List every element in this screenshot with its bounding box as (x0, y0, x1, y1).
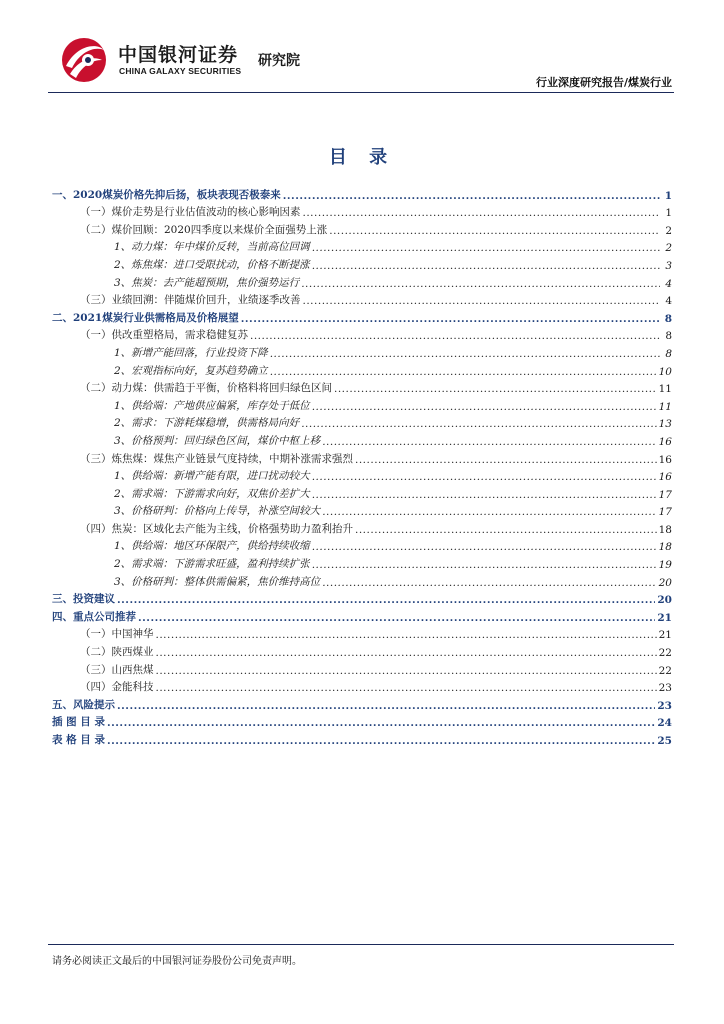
toc-entry[interactable] (52, 378, 672, 396)
toc-entry-title: 1、供给端：产地供应偏紧，库存处于低位 (114, 399, 310, 412)
toc-dot-leader (241, 313, 660, 325)
toc-entry[interactable] (52, 589, 672, 607)
toc-entry-title: （三）业绩回溯：伴随煤价回升，业绩逐季改善 (80, 294, 301, 307)
toc-entry-title: （二）煤价回顾：2020四季度以来煤价全面强势上涨 (80, 223, 328, 236)
toc-dot-leader (312, 541, 657, 553)
toc-entry[interactable] (52, 342, 672, 360)
toc-entry-page: 24 (657, 717, 672, 730)
toc-entry[interactable] (52, 518, 672, 536)
toc-entry-title: 1、新增产能回落，行业投资下降 (114, 346, 268, 359)
brand-name-cn: 中国银河证券 (118, 44, 239, 66)
toc-entry-page: 20 (657, 594, 672, 607)
toc-dot-leader (156, 682, 657, 694)
toc-entry[interactable] (52, 712, 672, 730)
toc-dot-leader (117, 700, 655, 712)
toc-entry[interactable] (52, 659, 672, 677)
toc-entry-title: 2、需求：下游耗煤稳增，供需格局向好 (114, 417, 300, 430)
toc-dot-leader (156, 665, 657, 677)
toc-dot-leader (270, 366, 657, 378)
toc-dot-leader (322, 577, 656, 589)
toc-dot-leader (156, 629, 657, 641)
toc-entry-title: （三）山西焦煤 (80, 663, 154, 676)
toc-entry[interactable] (52, 184, 672, 202)
toc-entry-page: 20 (658, 576, 672, 589)
toc-entry-title: 3、价格研判：整体供需偏紧，焦价维持高位 (114, 575, 321, 588)
footer-disclaimer: 请务必阅读正文最后的中国银河证券股份公司免责声明。 (52, 956, 302, 967)
toc-entry-page: 11 (658, 383, 672, 396)
toc-entry[interactable] (52, 483, 672, 501)
toc-entry-page: 21 (658, 629, 672, 642)
toc-dot-leader (156, 647, 657, 659)
toc-entry-page: 11 (658, 400, 672, 413)
toc-entry[interactable] (52, 307, 672, 325)
toc-entry[interactable] (52, 571, 672, 589)
toc-dot-leader (322, 506, 656, 518)
toc-entry-page: 17 (658, 506, 672, 519)
toc-dot-leader (334, 383, 657, 395)
toc-entry-page: 18 (658, 523, 672, 536)
table-of-contents (52, 184, 672, 747)
footer-divider (48, 944, 674, 945)
toc-dot-leader (312, 559, 657, 571)
toc-entry[interactable] (52, 641, 672, 659)
toc-dot-leader (312, 489, 657, 501)
toc-dot-leader (301, 418, 656, 430)
toc-dot-leader (270, 348, 660, 360)
toc-entry-page: 16 (658, 435, 672, 448)
toc-entry[interactable] (52, 325, 672, 343)
toc-entry-page: 1 (665, 207, 672, 220)
toc-entry[interactable] (52, 254, 672, 272)
toc-entry[interactable] (52, 553, 672, 571)
toc-entry[interactable] (52, 677, 672, 695)
toc-entry[interactable] (52, 272, 672, 290)
toc-entry-title: 2、炼焦煤：进口受限扰动，价格不断提涨 (114, 258, 310, 271)
toc-dot-leader (355, 454, 657, 466)
toc-dot-leader (322, 436, 656, 448)
header-divider (48, 92, 674, 93)
toc-entry-title: 2、需求端：下游需求旺盛，盈利持续扩张 (114, 558, 310, 571)
toc-entry-page: 4 (665, 277, 672, 290)
toc-entry-page: 8 (665, 347, 672, 360)
toc-entry[interactable] (52, 606, 672, 624)
toc-entry-page: 10 (658, 365, 672, 378)
toc-entry-title: （一）煤价走势是行业估值波动的核心影响因素 (80, 206, 301, 219)
toc-entry-title: （二）陕西煤业 (80, 646, 154, 659)
toc-title: 目 录 (328, 147, 396, 168)
toc-dot-leader (312, 260, 660, 272)
toc-dot-leader (303, 295, 661, 307)
toc-dot-leader (312, 401, 657, 413)
toc-entry[interactable] (52, 448, 672, 466)
toc-entry[interactable] (52, 536, 672, 554)
toc-entry-title: （二）动力煤：供需趋于平衡，价格料将回归绿色区间 (80, 382, 332, 395)
toc-entry-title: 插 图 目 录 (52, 716, 105, 729)
toc-entry-title: 四、重点公司推荐 (52, 610, 136, 623)
toc-dot-leader (329, 225, 660, 237)
toc-dot-leader (138, 612, 655, 624)
toc-entry-page: 1 (664, 189, 672, 202)
toc-dot-leader (301, 278, 660, 290)
toc-entry[interactable] (52, 501, 672, 519)
toc-entry-title: 1、动力煤：年中煤价反转，当前高位回调 (114, 241, 310, 254)
toc-entry[interactable] (52, 624, 672, 642)
toc-entry-title: （一）供改重塑格局，需求稳健复苏 (80, 329, 248, 342)
toc-entry-page: 22 (658, 664, 672, 677)
toc-entry-title: 一、2020煤炭价格先抑后扬，板块表现否极泰来 (52, 188, 281, 201)
toc-entry[interactable] (52, 395, 672, 413)
toc-entry-title: 2、需求端：下游需求向好，双焦价差扩大 (114, 487, 310, 500)
toc-entry-title: 表 格 目 录 (52, 734, 105, 746)
toc-entry-page: 25 (657, 735, 672, 747)
toc-entry[interactable] (52, 237, 672, 255)
toc-entry[interactable] (52, 360, 672, 378)
toc-entry-title: 3、焦炭：去产能超预期，焦价强势运行 (114, 276, 300, 289)
toc-dot-leader (312, 471, 657, 483)
toc-entry-page: 16 (658, 453, 672, 466)
toc-entry-page: 21 (657, 611, 672, 624)
toc-entry-page: 17 (658, 488, 672, 501)
toc-entry-title: 2、宏观指标向好，复苏趋势确立 (114, 364, 268, 377)
toc-entry-page: 23 (657, 699, 672, 712)
toc-entry[interactable] (52, 466, 672, 484)
toc-entry-page: 16 (658, 471, 672, 484)
toc-entry[interactable] (52, 729, 672, 747)
toc-dot-leader (303, 207, 661, 219)
toc-entry-title: 五、风险提示 (52, 698, 115, 711)
brand-name-en: CHINA GALAXY SECURITIES (119, 66, 242, 76)
brand-subtitle: 研究院 (258, 53, 300, 69)
toc-entry[interactable] (52, 290, 672, 308)
toc-entry-title: 3、价格研判：价格向上传导，补涨空间较大 (114, 505, 321, 518)
toc-entry-title: 3、价格预判：回归绿色区间，煤价中枢上移 (114, 434, 321, 447)
toc-entry-page: 2 (665, 224, 672, 237)
toc-dot-leader (117, 594, 655, 606)
toc-entry[interactable] (52, 694, 672, 712)
toc-entry-page: 4 (665, 295, 672, 308)
toc-dot-leader (107, 717, 655, 729)
toc-entry-title: 1、供给端：新增产能有限，进口扰动较大 (114, 470, 310, 483)
toc-entry-page: 8 (664, 312, 672, 325)
toc-entry-title: 1、供给端：地区环保限产，供给持续收缩 (114, 540, 310, 553)
toc-entry-title: （四）金能科技 (80, 681, 154, 694)
toc-dot-leader (250, 330, 660, 342)
toc-entry-page: 3 (665, 259, 672, 272)
toc-entry-page: 23 (658, 682, 672, 695)
toc-entry-title: （三）炼焦煤：煤焦产业链景气度持续，中期补涨需求强烈 (80, 452, 353, 465)
toc-entry[interactable] (52, 219, 672, 237)
toc-entry-title: 三、投资建议 (52, 593, 115, 606)
toc-dot-leader (312, 242, 660, 254)
toc-entry-title: （四）焦炭：区域化去产能为主线，价格强势助力盈利抬升 (80, 522, 353, 535)
toc-entry-page: 13 (658, 418, 672, 431)
toc-entry-page: 22 (658, 647, 672, 660)
toc-dot-leader (355, 524, 657, 536)
toc-entry-title: （一）中国神华 (80, 628, 154, 641)
toc-entry-page: 18 (658, 541, 672, 554)
toc-entry-title: 二、2021煤炭行业供需格局及价格展望 (52, 311, 239, 324)
report-type-label: 行业深度研究报告/煤炭行业 (535, 76, 672, 89)
toc-entry[interactable] (52, 413, 672, 431)
toc-dot-leader (283, 190, 660, 202)
toc-entry-page: 19 (658, 559, 672, 572)
toc-dot-leader (107, 735, 655, 747)
toc-entry-page: 2 (665, 242, 672, 255)
toc-entry-page: 8 (665, 330, 672, 343)
toc-entry[interactable] (52, 202, 672, 220)
toc-entry[interactable] (52, 430, 672, 448)
china-galaxy-logo-icon (58, 36, 110, 84)
